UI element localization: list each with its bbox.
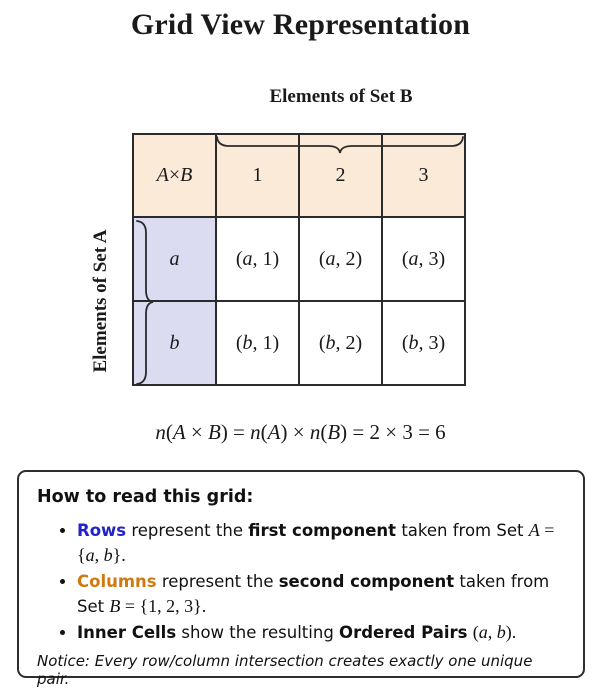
row-header: a [134,218,215,300]
legend-notice: Notice: Every row/column intersection creates exactly one unique pair. [37,652,533,688]
rows-term: Rows [77,521,127,540]
table-cell: ( b , 1) [217,302,298,384]
row-header: b [134,302,215,384]
table-cell: ( a , 3) [383,218,464,300]
column-header: 1 [217,135,298,216]
legend-bullet-inner-cells: • Inner Cells show the resulting Ordered Pairs (a, b). [77,620,555,645]
set-a-axis-label: Elements of Set A [90,229,111,373]
inner-cells-term: Inner Cells [77,623,177,642]
table-cell: ( b , 3) [383,302,464,384]
columns-term: Columns [77,572,157,591]
table-cell: ( b , 2) [300,302,381,384]
table-corner-cell: A × B [134,135,215,216]
legend-heading: How to read this grid: [37,487,254,507]
set-b-axis-label: Elements of Set B [269,86,413,107]
page-title: Grid View Representation [130,8,471,41]
table-cell: ( a , 1) [217,218,298,300]
legend-bullet-rows: • Rows represent the first component taken from Set A = {a, b}. [77,518,555,568]
table-cell: ( a , 2) [300,218,381,300]
legend-box [17,470,585,688]
legend-bullet-columns: • Columns represent the second component taken from Set B = {1, 2, 3}. [77,569,555,619]
legend-bullet-list [37,518,565,645]
cardinality-formula: n(A × B) = n(A) × n(B) = 2 × 3 = 6 [155,420,446,444]
cartesian-product-table [132,133,466,386]
column-header: 2 [300,135,381,216]
column-header: 3 [383,135,464,216]
